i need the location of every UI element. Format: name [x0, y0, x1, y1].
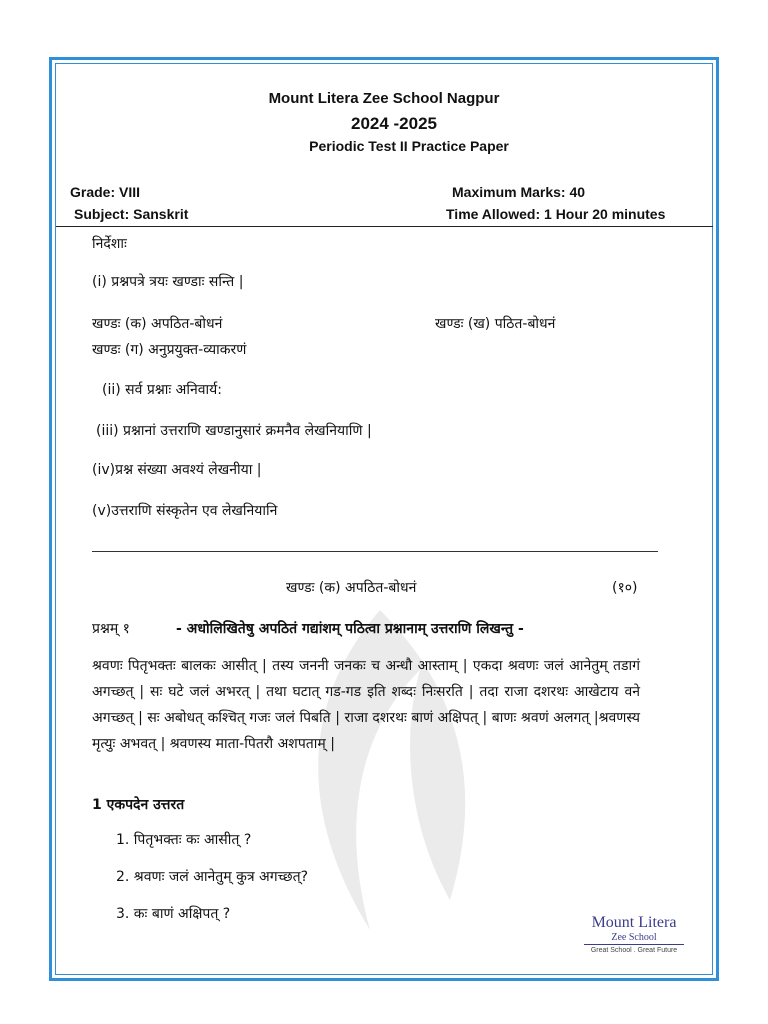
header-divider [56, 226, 713, 227]
instruction-ii: (ii) सर्व प्रश्नाः अनिवार्य: [102, 382, 222, 398]
school-name: Mount Litera Zee School Nagpur [268, 90, 500, 107]
section-c-label: खण्डः (ग) अनुप्रयुक्त-व्याकरणं [92, 342, 247, 358]
time-allowed: Time Allowed: 1 Hour 20 minutes [446, 206, 666, 222]
question-list [92, 830, 308, 941]
instruction-v: (v)उत्तराणि संस्कृतेन एव लेखनियानि [92, 503, 278, 519]
list-item: 3. कः बाणं अक्षिपत् ? [116, 906, 231, 922]
list-item: 2. श्रवणः जलं आनेतुम् कुत्र अगच्छत्? [116, 869, 308, 885]
logo-tagline: Great School . Great Future [590, 947, 678, 954]
instruction-iv: (iv)प्रश्न संख्या अवश्यं लेखनीया | [92, 462, 262, 478]
list-item: 1. पितृभक्तः कः आसीत् ? [116, 832, 252, 848]
test-title: Periodic Test II Practice Paper [309, 138, 509, 154]
grade: Grade: VIII [70, 184, 141, 200]
section-title: खण्डः (क) अपठित-बोधनं [286, 580, 417, 596]
max-marks: Maximum Marks: 40 [452, 184, 586, 200]
instructions-title: निर्देशाः [92, 236, 127, 252]
academic-year: 2024 -2025 [350, 114, 438, 133]
instructions-divider [92, 551, 658, 552]
sub-question-title: 1 एकपदेन उत्तरत [92, 797, 185, 813]
question-text: - अधोलिखितेषु अपठितं गद्यांशम् पठित्वा प्रश्नानाम् उत्तराणि लिखन्तु - [176, 621, 524, 637]
subject: Subject: Sanskrit [74, 206, 189, 222]
logo-subtitle: Zee School [584, 932, 684, 945]
reading-passage: श्रवणः पितृभक्तः बालकः आसीत् | तस्य जननी जनकः च अन्धौ आस्ताम् | एकदा श्रवणः जलं आनेतुम् तडागं अगच्छत् | सः घटे जलं अभरत् | तथा घटात् गड-गड इति शब्दः निःसरति | तदा राजा दशरथः आखेटाय वने अगच्छत् | सः अबोधत् कश्चित् गजः जलं पिबति | राजा दशरथः बाणं अक्षिपत् | बाणः श्रवणं अलगत् |श्रवणस्य मृत्युः अभवत् | श्रवणस्य माता-पितरौ अशपताम् | [92, 658, 640, 752]
section-a-label: खण्डः (क) अपठित-बोधनं [92, 316, 223, 332]
section-b-label: खण्डः (ख) पठित-बोधनं [435, 316, 556, 332]
logo-title: Mount Litera [591, 914, 677, 931]
school-logo [584, 914, 684, 954]
question-label: प्रश्नम् १ [92, 621, 130, 637]
instruction-i: (i) प्रश्नपत्रे त्रयः खण्डाः सन्ति | [92, 274, 244, 290]
section-marks: (१०) [612, 580, 638, 596]
instruction-iii: (iii) प्रश्नानां उत्तराणि खण्डानुसारं क्रमनैव लेखनियाणि | [96, 423, 372, 439]
